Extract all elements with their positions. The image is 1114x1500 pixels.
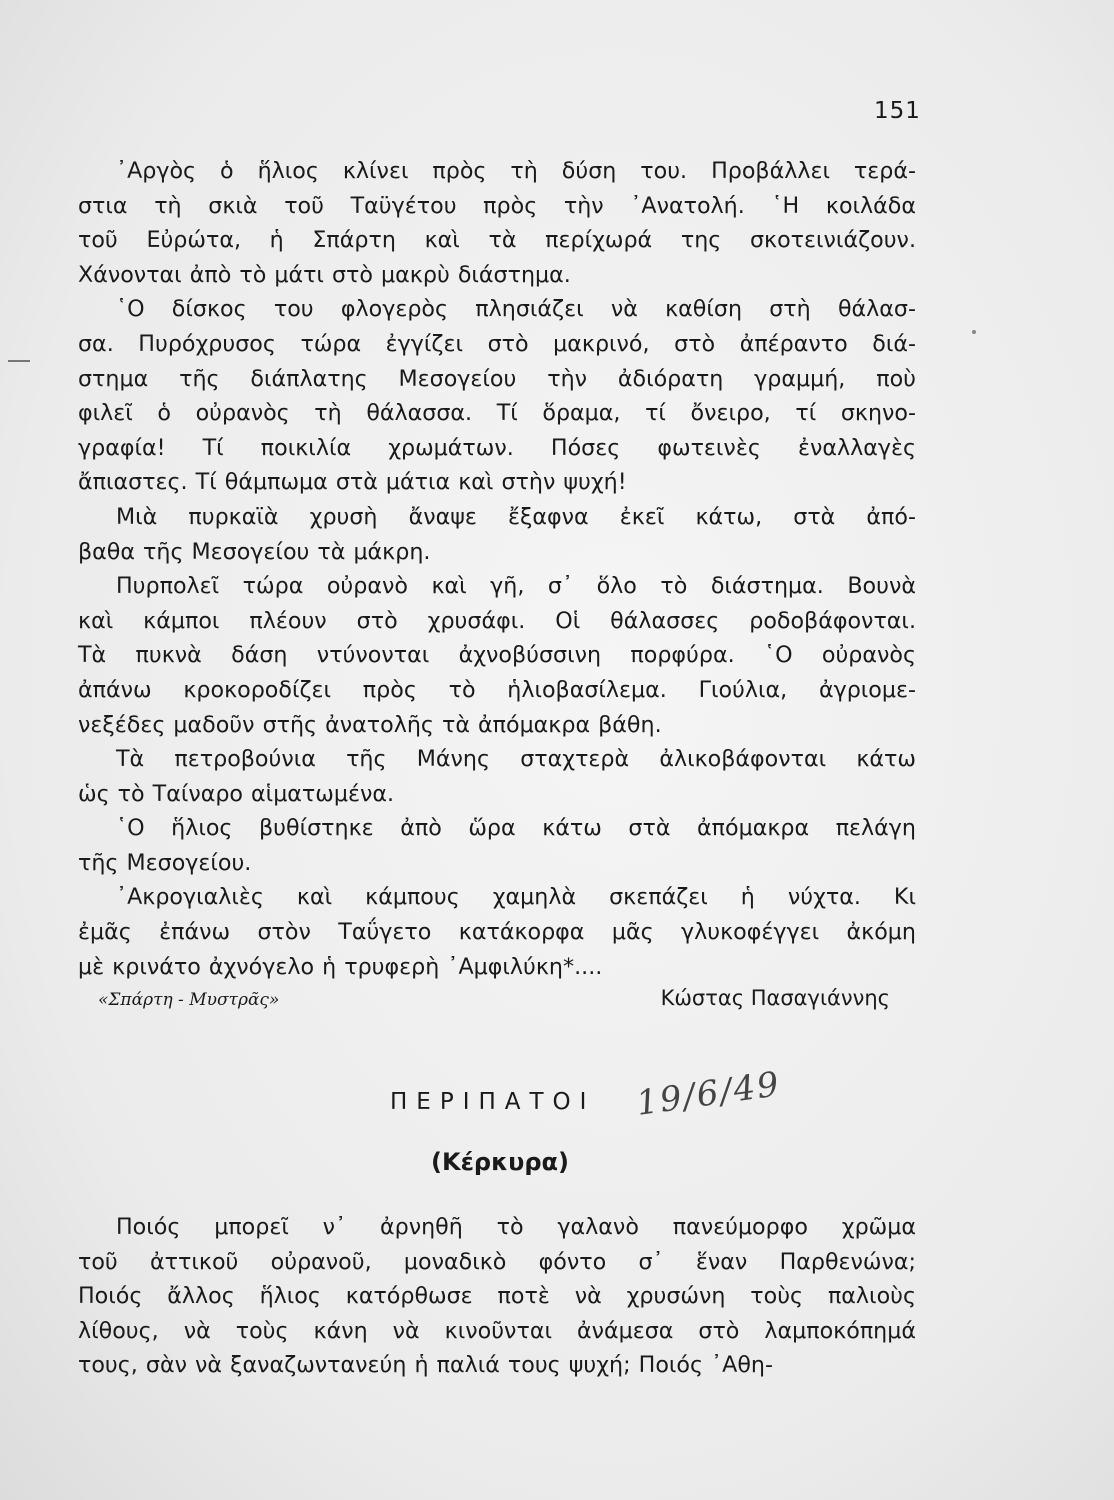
text-line: ἄπιαστες. Τί θάμπωμα στὰ μάτια καὶ στὴν ψυχή! [78, 469, 627, 496]
passage-sunset-taygetos [78, 154, 916, 984]
text-line: ὡς τὸ Ταίναρο αἱματωμένα. [78, 780, 395, 807]
text-line: Τὰ πυκνὰ δάση ντύνονται ἀχνοβύσσινη πορφύρα. ῾Ο οὐρανὸς [78, 642, 916, 669]
section-title: ΠΕΡΙΠΑΤΟΙ [390, 1089, 596, 1115]
handwritten-date: 19/6/49 [633, 1064, 784, 1124]
text-line: τοῦ Εὐρώτα, ἡ Σπάρτη καὶ τὰ περίχωρά της σκοτεινιάζουν. [78, 227, 916, 254]
paragraph [78, 569, 916, 742]
text-line: Ποιός μπορεῖ ν᾿ ἀρνηθῆ τὸ γαλανὸ πανεύμορφο χρῶμα [116, 1214, 916, 1240]
paragraph [78, 742, 916, 811]
text-line: τους, σὰν νὰ ξαναζωντανεύη ἡ παλιά τους ψυχή; Ποιός ᾿Αθη- [78, 1352, 773, 1379]
section-subtitle: (Κέρκυρα) [431, 1148, 569, 1176]
paragraph [78, 1210, 916, 1383]
text-line: Χάνονται ἀπὸ τὸ μάτι στὸ μακρὺ διάστημα. [78, 261, 571, 288]
text-line: τῆς Μεσογείου. [78, 849, 252, 876]
text-line: φιλεῖ ὁ οὐρανὸς τὴ θάλασσα. Τί ὅραμα, τί ὄνειρο, τί σκηνο- [78, 400, 916, 427]
paragraph [78, 811, 916, 880]
text-line: ῾Ο δίσκος του φλογερὸς πλησιάζει νὰ καθίση στὴ θάλασ- [116, 296, 916, 323]
text-line: λίθους, νὰ τοὺς κάνη νὰ κινοῦνται ἀνάμεσα στὸ λαμποκόπημά [78, 1317, 916, 1344]
text-line: ῾Ο ἥλιος βυθίστηκε ἀπὸ ὥρα κάτω στὰ ἀπόμακρα πελάγη [116, 815, 916, 842]
text-line: ἐμᾶς ἐπάνω στὸν Ταΰγετο κατάκορφα μᾶς γλυκοφέγγει ἀκόμη [78, 919, 916, 946]
text-line: Μιὰ πυρκαϊὰ χρυσὴ ἄναψε ἔξαφνα ἐκεῖ κάτω, στὰ ἀπό- [116, 503, 916, 530]
page-number: 151 [874, 98, 921, 124]
text-line: γραφία! Τί ποικιλία χρωμάτων. Πόσες φωτεινὲς ἐναλλαγὲς [78, 434, 916, 461]
paragraph [78, 154, 916, 292]
text-line: ἀπάνω κροκοροδίζει πρὸς τὸ ἡλιοβασίλεμα. Γιούλια, ἀγριομε- [78, 676, 916, 703]
signature-place: «Σπάρτη - Μυστρᾶς» [98, 990, 280, 1010]
text-line: βαθα τῆς Μεσογείου τὰ μάκρη. [78, 538, 431, 565]
margin-mark [8, 360, 30, 362]
paragraph [78, 292, 916, 500]
paragraph [78, 500, 916, 569]
text-line: νεξέδες μαδοῦν στῆς ἀνατολῆς τὰ ἀπόμακρα βάθη. [78, 711, 662, 738]
margin-dot [972, 330, 976, 334]
signature-row [98, 986, 890, 1010]
text-line: Πυρπολεῖ τώρα οὐρανὸ καὶ γῆ, σ᾿ ὅλο τὸ διάστημα. Βουνὰ [116, 573, 916, 600]
text-line: Τὰ πετροβούνια τῆς Μάνης σταχτερὰ ἀλικοβάφονται κάτω [116, 746, 916, 773]
text-line: ᾿Αργὸς ὁ ἥλιος κλίνει πρὸς τὴ δύση του. Προβάλλει τερά- [116, 158, 916, 184]
text-line: μὲ κρινάτο ἀχνόγελο ἡ τρυφερὴ ᾿Αμφιλύκη*.... [78, 953, 603, 980]
text-line: στημα τῆς διάπλατης Μεσογείου τὴν ἀδιόρατη γραμμή, ποὺ [78, 365, 916, 392]
text-line: καὶ κάμποι πλέουν στὸ χρυσάφι. Οἱ θάλασσες ροδοβάφονται. [78, 607, 916, 634]
text-line: σα. Πυρόχρυσος τώρα ἐγγίζει στὸ μακρινό, στὸ ἀπέραντο διά- [78, 330, 916, 357]
text-line: τοῦ ἀττικοῦ οὐρανοῦ, μοναδικὸ φόντο σ᾿ ἕναν Παρθενώνα; [78, 1248, 916, 1275]
passage-peripatoi [78, 1210, 916, 1383]
paragraph [78, 880, 916, 984]
text-line: ᾿Ακρογιαλιὲς καὶ κάμπους χαμηλὰ σκεπάζει ἡ νύχτα. Κι [116, 884, 916, 911]
signature-author: Κώστας Πασαγιάννης [660, 986, 890, 1010]
text-line: στια τὴ σκιὰ τοῦ Ταϋγέτου πρὸς τὴν ᾿Ανατολή. ῾Η κοιλάδα [78, 192, 916, 219]
text-line: Ποιός ἄλλος ἥλιος κατόρθωσε ποτὲ νὰ χρυσώνη τοὺς παλιοὺς [78, 1283, 916, 1310]
